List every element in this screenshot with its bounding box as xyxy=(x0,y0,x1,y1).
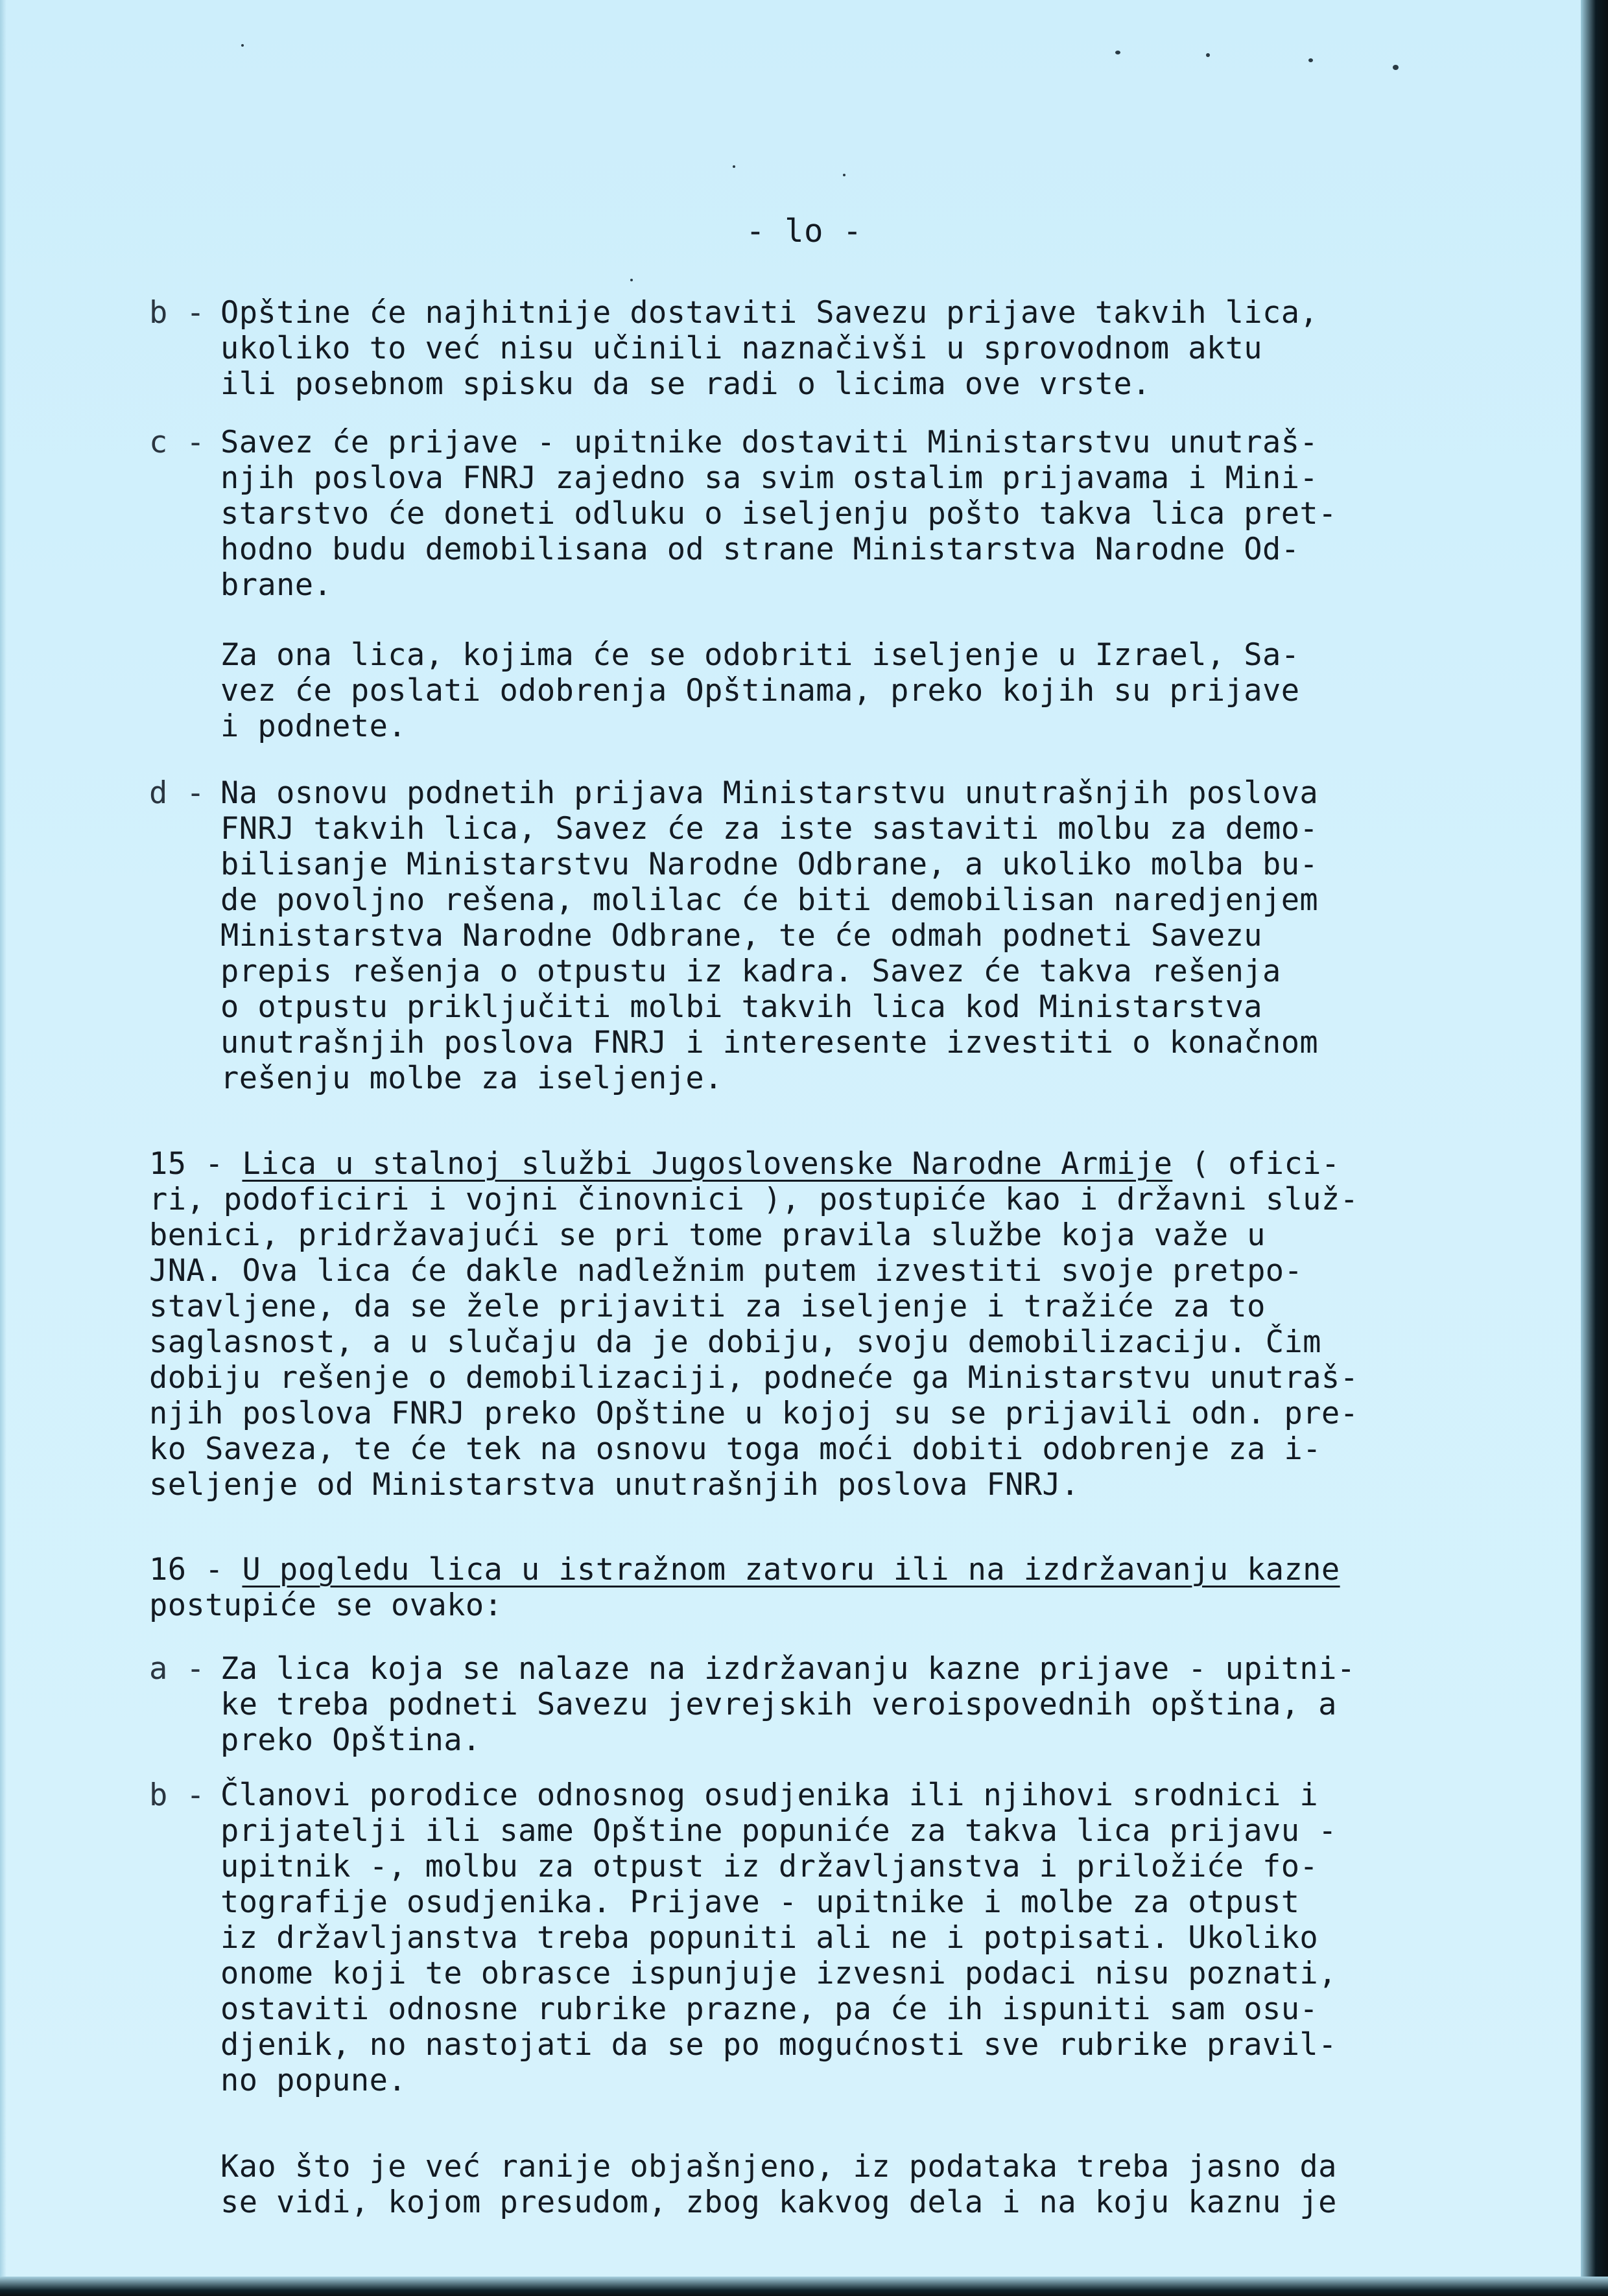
right-scan-edge xyxy=(1581,0,1608,2296)
text-line: no popune. xyxy=(220,2063,407,2098)
underlined-heading: U pogledu lica u istražnom zatvoru ili na izdržavanju kazne xyxy=(242,1552,1340,1587)
scan-speck xyxy=(241,44,244,47)
scan-speck xyxy=(1206,53,1210,57)
text-line: saglasnost, a u slučaju da je dobiju, svoju demobilizaciju. Čim xyxy=(149,1324,1321,1360)
text-line: bilisanje Ministarstvu Narodne Odbrane, a ukoliko molba bu- xyxy=(220,847,1319,882)
text-line: i podnete. xyxy=(220,709,407,744)
text-line: Kao što je već ranije objašnjeno, iz podataka treba jasno da xyxy=(220,2149,1337,2185)
text-line: de povoljno rešena, molilac će biti demobilisan naredjenjem xyxy=(220,882,1319,918)
scan-speck xyxy=(1393,65,1399,70)
scan-speck xyxy=(630,279,633,281)
underlined-heading: Lica u stalnoj službi Jugoslovenske Narodne Armije xyxy=(242,1146,1173,1182)
text-line: djenik, no nastojati da se po mogućnosti sve rubrike pravil- xyxy=(220,2027,1337,2063)
bottom-scan-edge xyxy=(0,2277,1608,2296)
text-line: ostaviti odnosne rubrike prazne, pa će ih ispuniti sam osu- xyxy=(220,1991,1319,2027)
text-line: iz državljanstva treba popuniti ali ne i potpisati. Ukoliko xyxy=(220,1920,1319,1956)
text-line: Na osnovu podnetih prijava Ministarstvu unutrašnjih poslova xyxy=(220,775,1319,811)
paragraph-marker: c - xyxy=(149,425,206,460)
paragraph-marker: b - xyxy=(149,1777,206,1813)
text-line: Članovi porodice odnosnog osudjenika ili njihovi srodnici i xyxy=(220,1777,1319,1813)
scan-speck xyxy=(1115,51,1120,54)
text-line: prijatelji ili same Opštine popuniće za takva lica prijavu - xyxy=(220,1813,1337,1849)
text-line: Ministarstva Narodne Odbrane, te će odmah podneti Savezu xyxy=(220,918,1262,954)
text-line: Savez će prijave - upitnike dostaviti Ministarstvu unutraš- xyxy=(220,425,1319,460)
text-line: o otpustu priključiti molbi takvih lica kod Ministarstva xyxy=(220,989,1262,1025)
scan-speck xyxy=(733,165,735,168)
text-line: unutrašnjih poslova FNRJ i interesente izvestiti o konačnom xyxy=(220,1025,1319,1060)
text-line: starstvo će doneti odluku o iseljenju pošto takva lica pret- xyxy=(220,496,1337,532)
text-line: 15 - Lica u stalnoj službi Jugoslovenske Narodne Armije ( ofici- xyxy=(149,1146,1340,1182)
text-line: vez će poslati odobrenja Opštinama, preko kojih su prijave xyxy=(220,673,1300,709)
text-line: upitnik -, molbu za otpust iz državljanstva i priložiće fo- xyxy=(220,1849,1319,1884)
paragraph-marker: b - xyxy=(149,295,206,331)
text-line: ukoliko to već nisu učinili naznačivši u sprovodnom aktu xyxy=(220,331,1262,366)
text-line: ili posebnom spisku da se radi o licima ove vrste. xyxy=(220,366,1151,402)
text-line: seljenje od Ministarstva unutrašnjih poslova FNRJ. xyxy=(149,1467,1080,1503)
text-line: hodno budu demobilisana od strane Ministarstva Narodne Od- xyxy=(220,532,1300,567)
left-edge-shadow xyxy=(0,0,6,2296)
text-line: stavljene, da se žele prijaviti za iseljenje i tražiće za to xyxy=(149,1289,1266,1324)
page-number: - lo - xyxy=(746,213,862,250)
text-line: Opštine će najhitnije dostaviti Savezu prijave takvih lica, xyxy=(220,295,1319,331)
text-line: se vidi, kojom presudom, zbog kakvog dela i na koju kaznu je xyxy=(220,2185,1337,2220)
text-line: dobiju rešenje o demobilizaciji, podneće ga Ministarstvu unutraš- xyxy=(149,1360,1359,1396)
text-line: preko Opština. xyxy=(220,1722,481,1758)
text-line: ke treba podneti Savezu jevrejskih veroispovednih opština, a xyxy=(220,1687,1337,1722)
text-line: benici, pridržavajući se pri tome pravila službe koja važe u xyxy=(149,1217,1266,1253)
scan-speck xyxy=(843,174,845,176)
text-line: 16 - U pogledu lica u istražnom zatvoru ili na izdržavanju kazne xyxy=(149,1552,1340,1587)
text-line: brane. xyxy=(220,567,333,603)
text-line: postupiće se ovako: xyxy=(149,1587,503,1623)
text-line: ri, podoficiri i vojni činovnici ), postupiće kao i državni služ- xyxy=(149,1182,1359,1217)
text-line: JNA. Ova lica će dakle nadležnim putem izvestiti svoje pretpo- xyxy=(149,1253,1303,1289)
text-line: FNRJ takvih lica, Savez će za iste sastaviti molbu za demo- xyxy=(220,811,1319,847)
text-line: Za ona lica, kojima će se odobriti iseljenje u Izrael, Sa- xyxy=(220,637,1300,673)
text-line: tografije osudjenika. Prijave - upitnike i molbe za otpust xyxy=(220,1884,1300,1920)
text-line: njih poslova FNRJ preko Opštine u kojoj su se prijavili odn. pre- xyxy=(149,1396,1359,1431)
paragraph-marker: a - xyxy=(149,1651,206,1687)
text-line: Za lica koja se nalaze na izdržavanju kazne prijave - upitni- xyxy=(220,1651,1356,1687)
paragraph-marker: d - xyxy=(149,775,206,811)
text-line: ko Saveza, te će tek na osnovu toga moći dobiti odobrenje za i- xyxy=(149,1431,1321,1467)
text-line: rešenju molbe za iseljenje. xyxy=(220,1060,723,1096)
scan-speck xyxy=(1308,58,1313,62)
text-line: prepis rešenja o otpustu iz kadra. Savez će takva rešenja xyxy=(220,954,1281,989)
text-line: onome koji te obrasce ispunjuje izvesni podaci nisu poznati, xyxy=(220,1956,1337,1991)
text-line: njih poslova FNRJ zajedno sa svim ostalim prijavama i Mini- xyxy=(220,460,1319,496)
